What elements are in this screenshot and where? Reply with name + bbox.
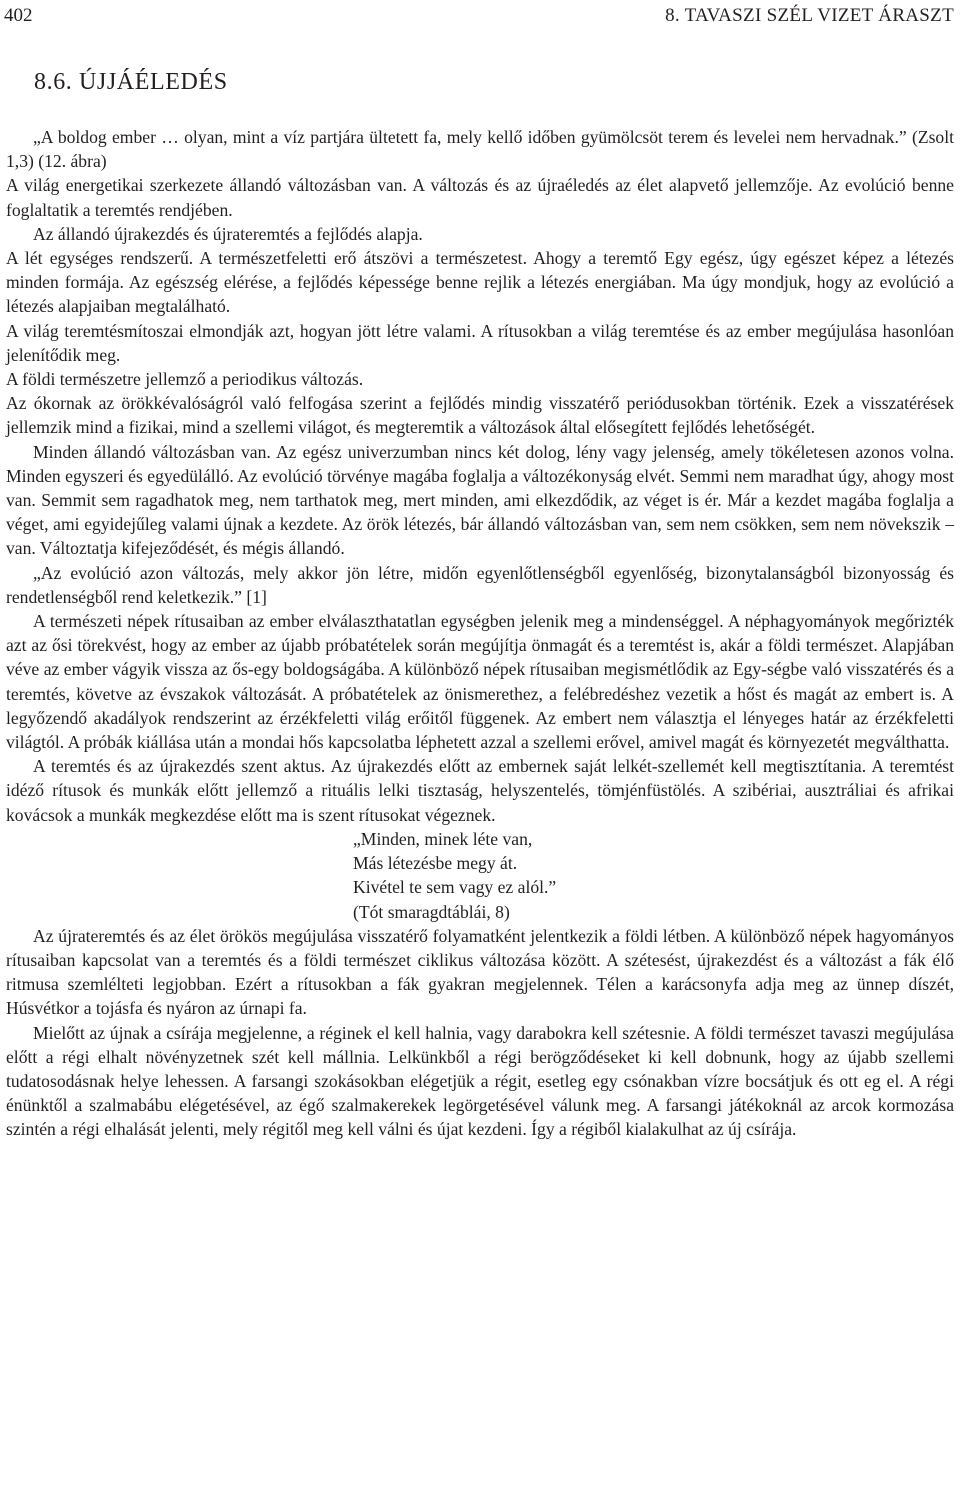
running-title: 8. TAVASZI SZÉL VIZET ÁRASZT	[665, 5, 954, 26]
poem-line: Kivétel te sem vagy ez alól.”	[353, 877, 557, 898]
paragraph: A világ teremtésmítoszai elmondják azt, hogyan jött létre valami. A rítusokban a világ teremtése és az ember megújulása hasonlóan jelenítődik meg.	[6, 320, 954, 365]
paragraph-quote: „Az evolúció azon változás, mely akkor jön létre, midőn egyenlőtlenségből egyenlőség, bizonytalanságból bizonyosság és rendetlenségből rend keletkezik.” [1]	[6, 562, 954, 607]
poem-source: (Tót smaragdtáblái, 8)	[353, 901, 510, 922]
paragraph: A lét egységes rendszerű. A természetfeletti erő átszövi a természetest. Ahogy a teremtő Egy egész, úgy egészet képez a létezés minden formája. Az egészség elérése, a fejlődés képessége benne rejlik a létezés energiában. Ma úgy mondjuk, hogy az evolúció a létezés alapjaiban megtalálható.	[6, 248, 954, 317]
body-text	[6, 125, 954, 1142]
paragraph: A világ energetikai szerkezete állandó változásban van. A változás és az újraéledés az élet alapvető jellemzője. Az evolúció benne foglaltatik a teremtés rendjében.	[6, 175, 954, 220]
page-header	[4, 4, 954, 28]
paragraph-quote: „A boldog ember … olyan, mint a víz partjára ültetett fa, mely kellő időben gyümölcsöt terem és levelei nem hervadnak.” (Zsolt 1,3) (12. ábra)	[6, 127, 954, 172]
paragraph: A teremtés és az újrakezdés szent aktus. Az újrakezdés előtt az embernek saját lelkét-szellemét kell megtisztítania. A teremtést idéző rítusok és munkák előtt jellemző a rituális lelki tisztaság, helyszentelés, tömjénfüstölés. A szibériai, ausztráliai és afrikai kovácsok a munkák megkezdése előtt ma is szent rítusokat végeznek.	[6, 756, 954, 825]
poem-line: „Minden, minek léte van,	[353, 828, 533, 849]
section-heading: 8.6. ÚJJÁÉLEDÉS	[34, 69, 228, 95]
poem-line: Más létezésbe megy át.	[353, 853, 518, 874]
paragraph: Mielőtt az újnak a csírája megjelenne, a réginek el kell halnia, vagy darabokra kell szétesnie. A földi természet tavaszi megújulása előtt a régi elhalt növényzetnek szét kell mállnia. Lelkünkből a régi berögződéseket ki kell dobnunk, hogy az újabb szellemi tudatosodásnak helye lehessen. A farsangi szokásokban elégetjük a régit, esetleg egy csónakban vízre bocsátjuk és ott eg el. A régi énünktől a szalmabábu elégetésével, az égő szalmakerekek legörgetésével válunk meg. A farsangi játékoknál az arcok kormozása szintén a régi elhalását jelenti, mely régitől meg kell válni és újat kezdeni. Így a régiből kialakulhat az új csírája.	[6, 1022, 954, 1140]
page-number: 402	[4, 5, 33, 26]
paragraph: Az ókornak az örökkévalóságról való felfogása szerint a fejlődés mindig visszatérő periódusokban történik. Ezek a visszatérések jellemzik mind a fizikai, mind a szellemi világot, és megteremtik a változások által elősegített fejlődés lehetőségét.	[6, 393, 954, 438]
poem-block	[6, 827, 954, 924]
paragraph: A földi természetre jellemző a periodikus változás.	[6, 369, 364, 390]
paragraph: A természeti népek rítusaiban az ember elválaszthatatlan egységben jelenik meg a mindenséggel. A néphagyományok megőrizték azt az ősi törekvést, hogy az ember az újabb próbatételek során megújítja önmagát és a teremtést is, akár a földi természet. Alapjában véve az ember vágyik vissza az ős-egy boldogságába. A különböző népek rítusaiban megismétlődik az Egy-ségbe való visszatérés és a teremtés, követve az évszakok változását. A próbatételek az önismerethez, a felébredéshez vezetik a hőst és magát az embert is. A legyőzendő akadályok rendszerint az érzékfeletti világ erőitől függenek. Az embert nem választja el lényeges határ az érzékfeletti világtól. A próbák kiállása után a mondai hős kapcsolatba léphetett azzal a szellemi erővel, amivel magát és környezetét megválthatta.	[6, 611, 954, 753]
paragraph: Minden állandó változásban van. Az egész univerzumban nincs két dolog, lény vagy jelenség, amely tökéletesen azonos volna. Minden egyszeri és egyedülálló. Az evolúció törvénye magába foglalja a változékonyság elvét. Semmi nem maradhat úgy, ahogy most van. Semmit sem ragadhatok meg, nem tarthatok meg, mert minden, ami elkezdődik, az véget is ér. Már a kezdet magába foglalja a véget, ami egyidejűleg valami újnak a kezdete. Az örök létezés, bár állandó változásban van, sem nem csökken, sem nem növekszik – van. Változtatja kifejeződését, és mégis állandó.	[6, 441, 954, 559]
paragraph: Az újrateremtés és az élet örökös megújulása visszatérő folyamatként jelentkezik a földi létben. A különböző népek hagyományos rítusaiban kapcsolat van a teremtés és a földi természet ciklikus változása között. A szétesést, újrakezdést és a változást a fák élő ritmusa szemlélteti legjobban. Ezért a rítusokban a fák gyakran megjelennek. Télen a karácsonyfa adja meg az ünnep díszét, Húsvétkor a tojásfa és nyáron az úrnapi fa.	[6, 925, 954, 1019]
paragraph: Az állandó újrakezdés és újrateremtés a fejlődés alapja.	[33, 223, 423, 244]
